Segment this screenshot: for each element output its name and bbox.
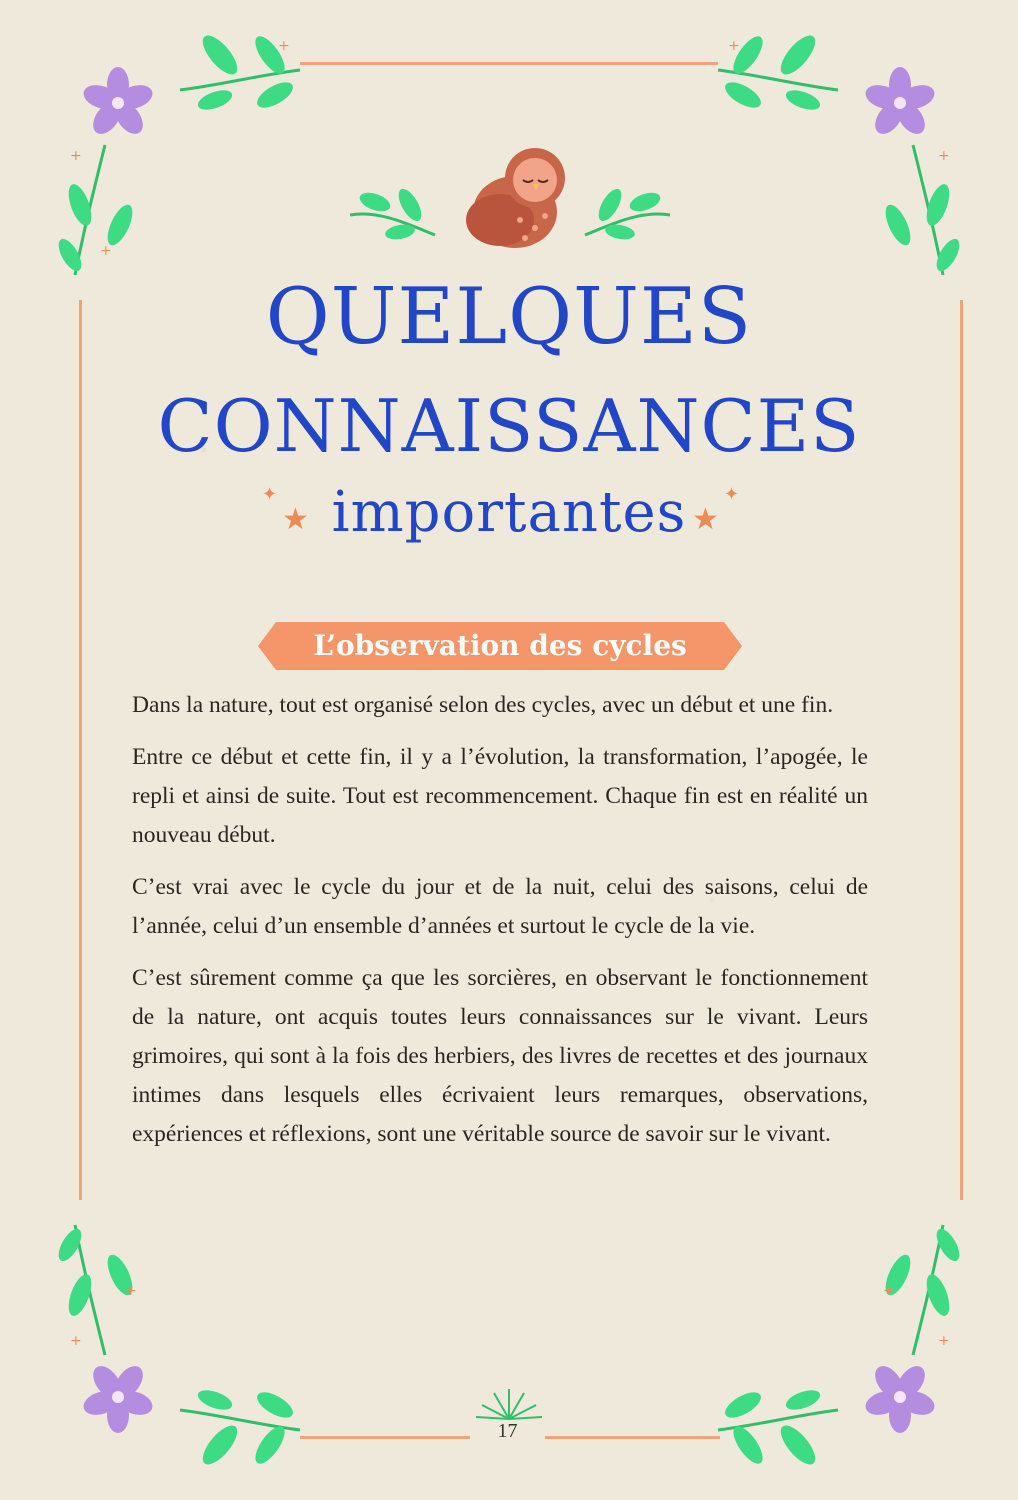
- svg-text:+: +: [100, 243, 112, 259]
- svg-text:+: +: [938, 1333, 950, 1349]
- svg-text:+: +: [70, 148, 82, 164]
- frame-bottom-right-line: [545, 1436, 720, 1439]
- svg-text:+: +: [70, 1333, 82, 1349]
- corner-bottom-left-leaf-branch-icon: [30, 1205, 310, 1485]
- corner-bottom-right-leaf-branch-icon: [708, 1205, 988, 1485]
- svg-text:+: +: [883, 1283, 895, 1299]
- star-icon: ✦: [262, 484, 278, 505]
- title-line-3: importantes: [331, 480, 687, 545]
- title-line-2: CONNAISSANCES: [157, 384, 861, 468]
- svg-text:+: +: [938, 148, 950, 164]
- star-icon: ★: [692, 502, 719, 537]
- star-icon: ★: [282, 502, 309, 537]
- corner-top-left-leaf-branch-icon: [30, 15, 310, 295]
- corner-top-right-leaf-branch-icon: [708, 15, 988, 295]
- sunburst-icon: [474, 1385, 544, 1421]
- svg-text:+: +: [728, 38, 740, 54]
- frame-top-line: [300, 62, 718, 65]
- paragraph: C’est vrai avec le cycle du jour et de la nuit, celui des saisons, celui de l’année, celui d’un ensemble d’années et surtout le cycle de la vie.: [132, 874, 868, 939]
- title-line-1: QUELQUES: [265, 272, 753, 362]
- body-text: [132, 686, 868, 1167]
- paragraph: Dans la nature, tout est organisé selon des cycles, avec un début et une fin.: [132, 692, 834, 718]
- page-number: 17: [497, 1420, 518, 1442]
- svg-text:+: +: [278, 38, 290, 54]
- section-heading: L’observation des cycles: [313, 629, 687, 662]
- star-icon: ✦: [724, 484, 740, 505]
- paragraph: C’est sûrement comme ça que les sorcières, en observant le fonctionnement de la nature, ont acquis toutes leurs connaissances sur le vivant. Leurs grimoires, qui sont à la fois des herbiers, des livres de recettes et des journaux intimes dans lesquels elles écrivaient leurs remarques, observations, expériences et réflexions, sont une véritable source de savoir sur le vivant.: [132, 965, 868, 1147]
- paragraph: Entre ce début et cette fin, il y a l’évolution, la transformation, l’apogée, le repli et ainsi de suite. Tout est recommencement. Chaque fin est en réalité un nouveau début.: [132, 744, 868, 848]
- frame-bottom-left-line: [300, 1436, 470, 1439]
- svg-text:+: +: [125, 1283, 137, 1299]
- owl-illustration: [340, 140, 680, 260]
- section-heading-ribbon: [258, 622, 742, 670]
